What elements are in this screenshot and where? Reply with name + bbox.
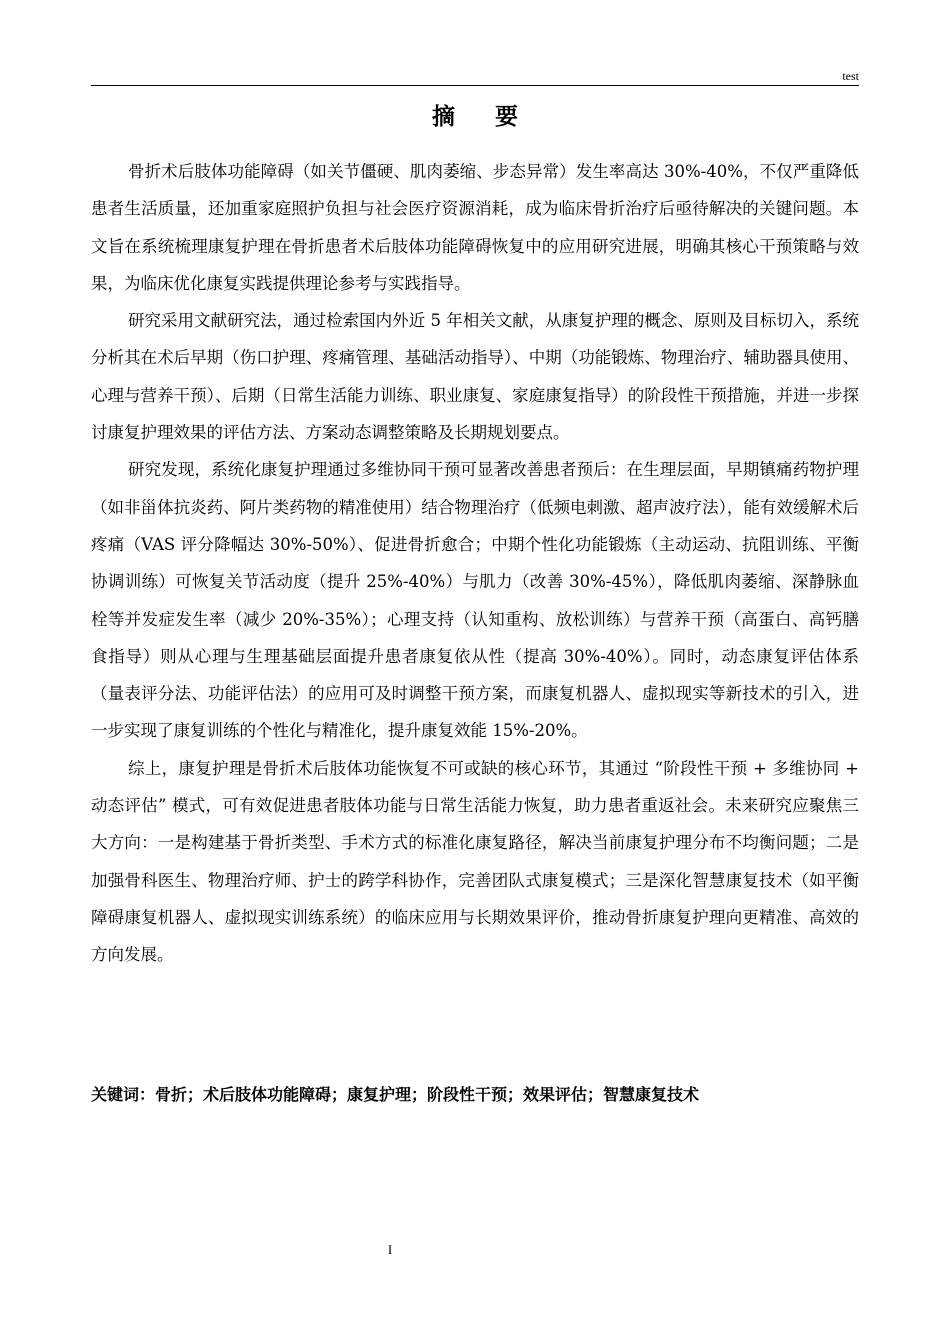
abstract-paragraph-conclusion: 综上，康复护理是骨折术后肢体功能恢复不可或缺的核心环节，其通过 “阶段性干预 + 多维协同 + 动态评估” 模式，可有效促进患者肢体功能与日常生活能力恢复，助力患者重返社会。未来研究应聚焦三大方向：一是构建基于骨折类型、手术方式的标准化康复路径，解决当前康复护理分布不均衡问题；二是加强骨科医生、物理治疗师、护士的跨学科协作，完善团队式康复模式；三是深化智慧康复技术（如平衡障碍康复机器人、虚拟现实训练系统）的临床应用与长期效果评价，推动骨折康复护理向更精准、高效的方向发展。	[91, 758, 859, 965]
abstract-body	[91, 153, 859, 974]
abstract-paragraph-background: 骨折术后肢体功能障碍（如关节僵硬、肌肉萎缩、步态异常）发生率高达 30%-40%，不仅严重降低患者生活质量，还加重家庭照护负担与社会医疗资源消耗，成为临床骨折治疗后亟待解决的关键问题。本文旨在系统梳理康复护理在骨折患者术后肢体功能障碍恢复中的应用研究进展，明确其核心干预策略与效果，为临床优化康复实践提供理论参考与实践指导。	[91, 162, 859, 293]
abstract-paragraph-findings: 研究发现，系统化康复护理通过多维协同干预可显著改善患者预后：在生理层面，早期镇痛药物护理（如非甾体抗炎药、阿片类药物的精准使用）结合物理治疗（低频电刺激、超声波疗法），能有效缓解术后疼痛（VAS 评分降幅达 30%-50%）、促进骨折愈合；中期个性化功能锻炼（主动运动、抗阻训练、平衡协调训练）可恢复关节活动度（提升 25%-40%）与肌力（改善 30%-45%），降低肌肉萎缩、深静脉血栓等并发症发生率（减少 20%-35%）；心理支持（认知重构、放松训练）与营养干预（高蛋白、高钙膳食指导）则从心理与生理基础层面提升患者康复依从性（提高 30%-40%）。同时，动态康复评估体系（量表评分法、功能评估法）的应用可及时调整干预方案，而康复机器人、虚拟现实等新技术的引入，进一步实现了康复训练的个性化与精准化，提升康复效能 15%-20%。	[91, 460, 859, 741]
header-label: test	[842, 69, 859, 83]
page-number: I	[387, 1242, 393, 1257]
abstract-title: 摘 要	[431, 104, 534, 130]
keywords-line: 关键词：骨折；术后肢体功能障碍；康复护理；阶段性干预；效果评估；智慧康复技术	[91, 1085, 700, 1104]
abstract-paragraph-methods: 研究采用文献研究法，通过检索国内外近 5 年相关文献，从康复护理的概念、原则及目标切入，系统分析其在术后早期（伤口护理、疼痛管理、基础活动指导）、中期（功能锻炼、物理治疗、辅助器具使用、心理与营养干预）、后期（日常生活能力训练、职业康复、家庭康复指导）的阶段性干预措施，并进一步探讨康复护理效果的评估方法、方案动态调整策略及长期规划要点。	[91, 311, 859, 443]
header-rule	[91, 85, 859, 86]
